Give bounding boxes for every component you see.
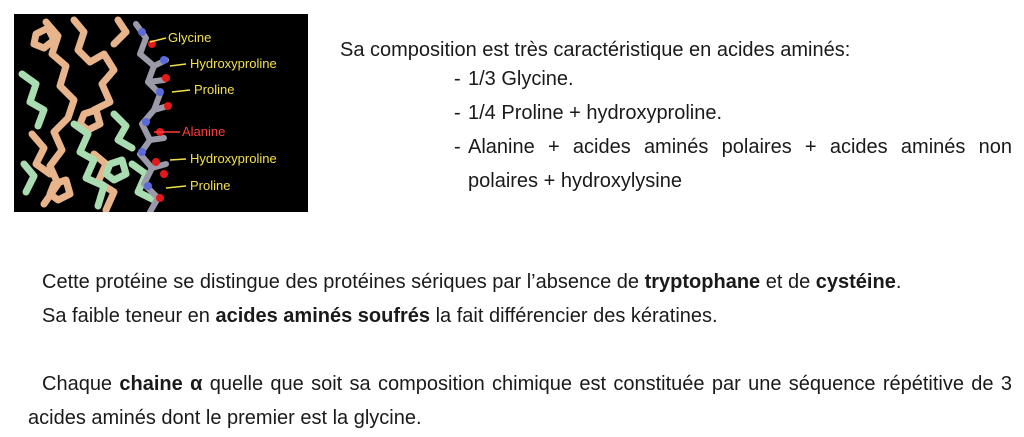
paragraph-serum-proteins (42, 265, 1012, 299)
p3-bold-alpha-chain: chaine α (119, 373, 203, 395)
label-alanine: Alanine (182, 124, 226, 139)
p1-text-2: et de (760, 271, 816, 293)
p1-text-3: . (895, 271, 902, 293)
p1-text-1: Cette protéine se distingue des protéines sériques par l’absence de (42, 271, 645, 293)
list-item-glycine (454, 62, 1012, 96)
p1-bold-tryptophane: tryptophane (644, 271, 761, 293)
p2-text-2: la fait différencier des kératines. (430, 305, 718, 327)
p3-text-2: quelle que soit sa composition chimique est constituée par une séquence répétitive de 3 acides aminés dont le premier est la glycine. (28, 373, 1012, 429)
paragraph-keratins (42, 299, 1012, 333)
list-dash: - (454, 102, 461, 124)
p1-bold-cysteine: cystéine (815, 271, 896, 293)
list-item-alanine (454, 130, 1012, 198)
p2-bold-sulfur-amino-acids: acides aminés soufrés (215, 305, 431, 327)
label-proline-1: Proline (194, 82, 235, 97)
list-text: 1/4 Proline + hydroxyproline. (468, 102, 723, 124)
list-dash: - (454, 68, 461, 90)
list-item-proline (454, 96, 1012, 130)
list-text: Alanine + acides aminés polaires + acides aminés non polaires + hydroxylysine (468, 136, 1012, 192)
label-hydroxyproline-1: Hydroxyproline (190, 56, 277, 71)
paragraph-alpha-chain (28, 367, 1012, 435)
list-dash: - (454, 136, 461, 158)
label-hydroxyproline-2: Hydroxyproline (190, 151, 277, 166)
list-text: 1/3 Glycine. (468, 68, 574, 90)
composition-intro: Sa composition est très caractéristique en acides aminés: (340, 39, 851, 61)
label-proline-2: Proline (190, 178, 231, 193)
triple-helix-illustration (14, 14, 308, 212)
label-glycine: Glycine (168, 30, 212, 45)
p3-text-1: Chaque (42, 373, 120, 395)
p2-text-1: Sa faible teneur en (42, 305, 216, 327)
composition-list (454, 62, 1012, 198)
collagen-triple-helix-figure (14, 14, 308, 212)
